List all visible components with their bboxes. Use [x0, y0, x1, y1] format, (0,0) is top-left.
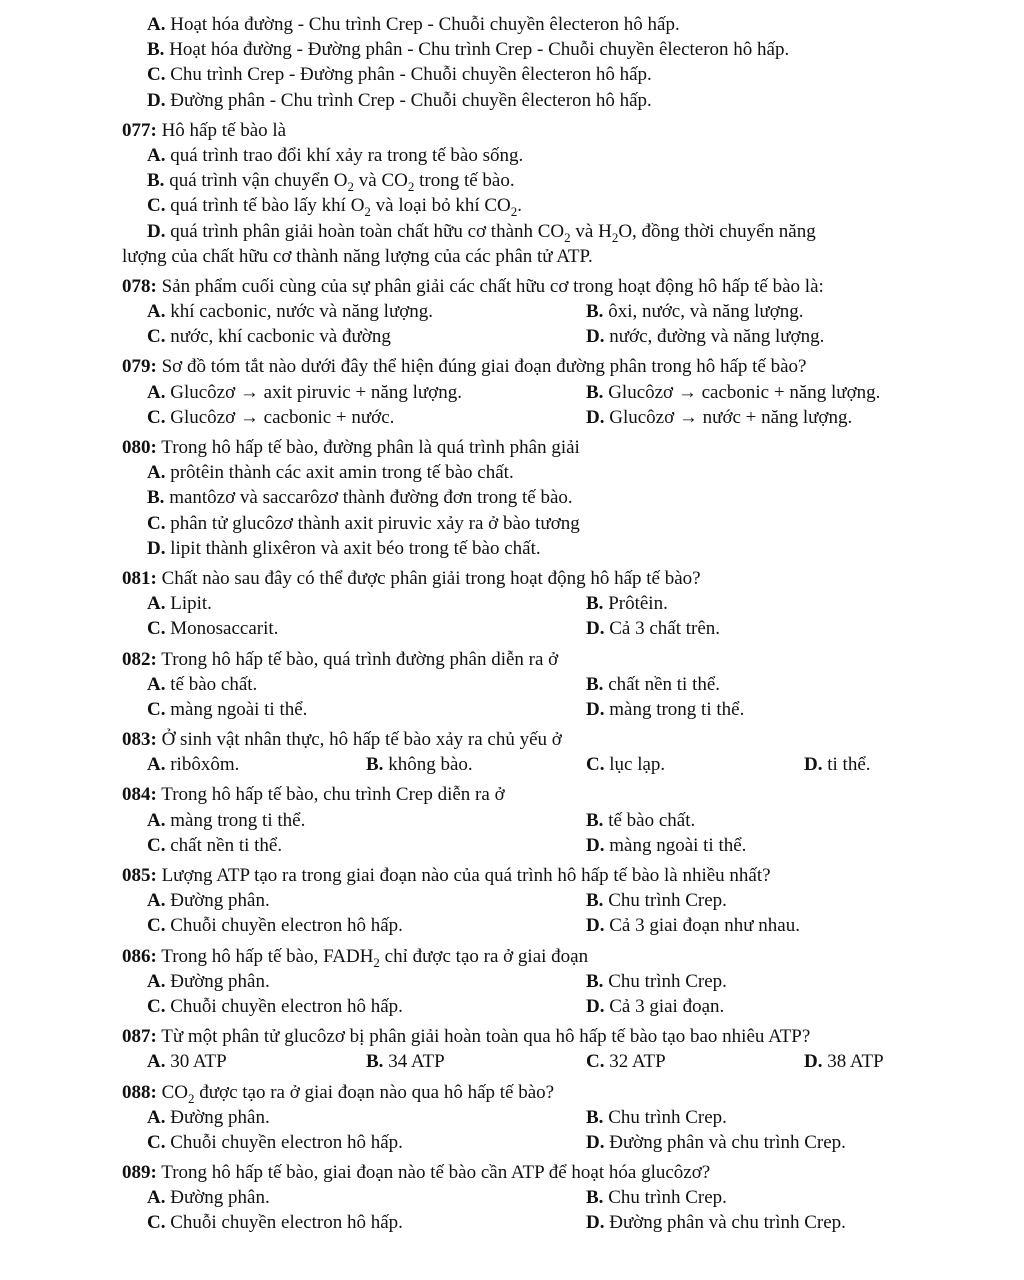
option-089-c: C. Chuỗi chuyền electron hô hấp. [147, 1212, 403, 1234]
option-077-c: C. quá trình tế bào lấy khí $O_2$ và loại bỏ khí $CO_2$. [147, 195, 523, 220]
prev-option-a: A. Hoạt hóa đường - Chu trình Crep - Chuỗi chuyền êlecteron hô hấp. [147, 14, 680, 35]
option-079-b: B. Glucôzơ → cacbonic + năng lượng. [586, 381, 881, 403]
option-084-c: C. chất nền ti thể. [147, 834, 283, 856]
option-078-a: A. khí cacbonic, nước và năng lượng. [147, 301, 434, 323]
options-085-row2 [0, 913, 1024, 938]
option-086-a: A. Đường phân. [147, 970, 270, 992]
question-088: 088: $CO_2$ được tạo ra ở giai đoạn nào qua hô hấp tế bào? [122, 1081, 555, 1106]
question-081: 081: Chất nào sau đây có thể được phân giải trong hoạt động hô hấp tế bào? [122, 567, 701, 589]
options-082-row1 [0, 672, 1024, 697]
option-081-c: C. Monosaccarit. [147, 618, 279, 640]
options-086-row1 [0, 969, 1024, 994]
options-078-row2 [0, 324, 1024, 349]
question-084: 084: Trong hô hấp tế bào, chu trình Crep diễn ra ở [122, 784, 505, 806]
prev-option-d: D. Đường phân - Chu trình Crep - Chuỗi chuyền êlecteron hô hấp. [147, 89, 652, 111]
option-085-a: A. Đường phân. [147, 890, 270, 912]
option-081-d: D. Cả 3 chất trên. [586, 618, 721, 640]
option-086-b: B. Chu trình Crep. [586, 970, 727, 992]
option-082-c: C. màng ngoài ti thể. [147, 698, 308, 720]
question-080: 080: Trong hô hấp tế bào, đường phân là quá trình phân giải [122, 437, 580, 458]
options-084-row1 [0, 808, 1024, 833]
option-087-a: A. 30 ATP [147, 1051, 227, 1073]
option-080-c: C. phân tử glucôzơ thành axit piruvic xảy ra ở bào tương [147, 512, 580, 534]
options-088-row2 [0, 1130, 1024, 1155]
options-082-row2 [0, 697, 1024, 722]
option-077-a: A. quá trình trao đổi khí xảy ra trong tế bào sống. [147, 144, 524, 166]
question-083: 083: Ở sinh vật nhân thực, hô hấp tế bào xảy ra chủ yếu ở [122, 729, 562, 751]
question-082: 082: Trong hô hấp tế bào, quá trình đường phân diễn ra ở [122, 648, 559, 670]
question-087: 087: Từ một phân tử glucôzơ bị phân giải hoàn toàn qua hô hấp tế bào tạo bao nhiêu ATP? [122, 1026, 811, 1048]
option-087-b: B. 34 ATP [366, 1051, 445, 1073]
option-084-d: D. màng ngoài ti thể. [586, 834, 747, 856]
option-086-c: C. Chuỗi chuyền electron hô hấp. [147, 995, 403, 1017]
question-086: 086: Trong hô hấp tế bào, $FADH_2$ chỉ được tạo ra ở giai đoạn [122, 945, 589, 970]
option-077-d-continued: lượng của chất hữu cơ thành năng lượng của các phân tử ATP. [122, 245, 593, 267]
option-083-b: B. không bào. [366, 754, 473, 776]
worksheet-page [0, 12, 1024, 1236]
option-079-a: A. Glucôzơ → axit piruvic + năng lượng. [147, 381, 462, 403]
option-078-b: B. ôxi, nước, và năng lượng. [586, 301, 804, 323]
question-077: 077: Hô hấp tế bào là [122, 119, 287, 141]
option-080-d: D. lipit thành glixêron và axit béo trong tế bào chất. [147, 537, 541, 559]
option-085-c: C. Chuỗi chuyền electron hô hấp. [147, 915, 403, 937]
option-084-b: B. tế bào chất. [586, 809, 696, 831]
option-085-b: B. Chu trình Crep. [586, 890, 727, 912]
option-088-d: D. Đường phân và chu trình Crep. [586, 1131, 846, 1153]
options-081-row2 [0, 616, 1024, 641]
option-087-d: D. 38 ATP [804, 1051, 884, 1073]
question-079: 079: Sơ đồ tóm tắt nào dưới đây thể hiện đúng giai đoạn đường phân trong hô hấp tế bào? [122, 356, 807, 378]
option-083-a: A. ribôxôm. [147, 754, 240, 776]
option-083-c: C. lục lạp. [586, 754, 666, 776]
option-089-d: D. Đường phân và chu trình Crep. [586, 1212, 846, 1234]
option-082-a: A. tế bào chất. [147, 673, 258, 695]
option-084-a: A. màng trong ti thể. [147, 809, 306, 831]
option-079-c: C. Glucôzơ → cacbonic + nước. [147, 406, 395, 428]
option-077-d: D. quá trình phân giải hoàn toàn chất hữu cơ thành $CO_2$ và $H_2O$, đồng thời chuyển năng [147, 220, 816, 245]
option-081-b: B. Prôtêin. [586, 593, 668, 615]
options-081-row1 [0, 591, 1024, 616]
options-083-row [0, 752, 1024, 777]
option-081-a: A. Lipit. [147, 593, 212, 615]
question-085: 085: Lượng ATP tạo ra trong giai đoạn nào của quá trình hô hấp tế bào là nhiều nhất? [122, 865, 771, 886]
option-083-d: D. ti thể. [804, 754, 871, 776]
options-085-row1 [0, 888, 1024, 913]
option-088-a: A. Đường phân. [147, 1106, 270, 1128]
options-079-row2 [0, 405, 1024, 430]
options-089-row2 [0, 1210, 1024, 1235]
option-088-b: B. Chu trình Crep. [586, 1106, 727, 1128]
option-085-d: D. Cả 3 giai đoạn như nhau. [586, 915, 800, 937]
option-078-d: D. nước, đường và năng lượng. [586, 326, 825, 348]
option-089-b: B. Chu trình Crep. [586, 1187, 727, 1209]
option-080-b: B. mantôzơ và saccarôzơ thành đường đơn trong tế bào. [147, 487, 573, 509]
question-078: 078: Sản phẩm cuối cùng của sự phân giải các chất hữu cơ trong hoạt động hô hấp tế bào là: [122, 275, 824, 297]
options-086-row2 [0, 994, 1024, 1019]
options-079-row1 [0, 380, 1024, 405]
options-089-row1 [0, 1185, 1024, 1210]
prev-option-b: B. Hoạt hóa đường - Đường phân - Chu trình Crep - Chuỗi chuyền êlecteron hô hấp. [147, 39, 790, 61]
option-078-c: C. nước, khí cacbonic và đường [147, 326, 391, 348]
option-087-c: C. 32 ATP [586, 1051, 666, 1073]
option-077-b: B. quá trình vận chuyển $O_2$ và $CO_2$ trong tế bào. [147, 170, 515, 194]
option-082-b: B. chất nền ti thể. [586, 673, 721, 695]
option-079-d: D. Glucôzơ → nước + năng lượng. [586, 406, 853, 428]
option-082-d: D. màng trong ti thể. [586, 698, 745, 720]
options-088-row1 [0, 1105, 1024, 1130]
prev-option-c: C. Chu trình Crep - Đường phân - Chuỗi chuyền êlecteron hô hấp. [147, 64, 652, 86]
option-086-d: D. Cả 3 giai đoạn. [586, 995, 725, 1017]
option-088-c: C. Chuỗi chuyền electron hô hấp. [147, 1131, 403, 1153]
options-078-row1 [0, 299, 1024, 324]
option-080-a: A. prôtêin thành các axit amin trong tế bào chất. [147, 462, 514, 484]
options-087-row [0, 1049, 1024, 1074]
question-089: 089: Trong hô hấp tế bào, giai đoạn nào tế bào cần ATP để hoạt hóa glucôzơ? [122, 1162, 711, 1184]
option-089-a: A. Đường phân. [147, 1187, 270, 1209]
options-084-row2 [0, 833, 1024, 858]
